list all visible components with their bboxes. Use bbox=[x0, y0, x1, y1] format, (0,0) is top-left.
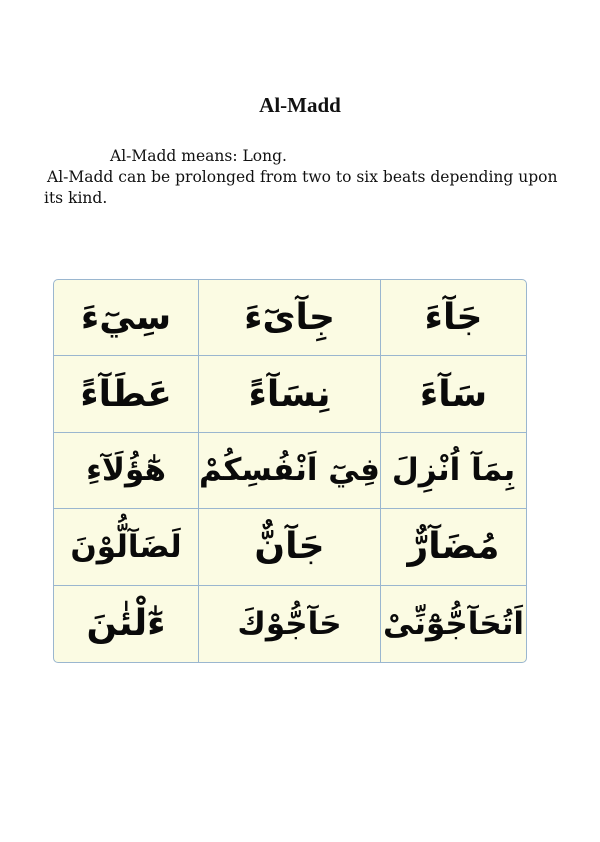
table-cell: جَآنٌّ bbox=[199, 509, 381, 585]
table-cell: مُضَآرٌّ bbox=[381, 509, 526, 585]
table-cell: سَآءَ bbox=[381, 356, 526, 432]
table-cell: ءٰٓلْئٰنَ bbox=[54, 586, 199, 662]
table-cell: فِيٓ اَنْفُسِكُمْ bbox=[199, 433, 381, 509]
intro-text bbox=[44, 146, 564, 209]
table-cell: حَآجُّوْكَ bbox=[199, 586, 381, 662]
table-cell: نِسَآءً bbox=[199, 356, 381, 432]
table-cell: جَآءَ bbox=[381, 280, 526, 356]
intro-line-definition: Al-Madd means: Long. bbox=[110, 147, 287, 165]
table-cell: بِمَآ اُنْزِلَ bbox=[381, 433, 526, 509]
table-cell: عَطَآءً bbox=[54, 356, 199, 432]
madd-examples-table bbox=[53, 279, 527, 663]
intro-line-description: Al-Madd can be prolonged from two to six beats depending upon its kind. bbox=[44, 168, 558, 207]
table-cell: جِآىٓءَ bbox=[199, 280, 381, 356]
table-cell: سِيٓءَ bbox=[54, 280, 199, 356]
table-cell: هٰٓؤُلَآءِ bbox=[54, 433, 199, 509]
table-cell: اَتُحَآجُّوْٓنِّىْ bbox=[382, 605, 524, 642]
page-title: Al-Madd bbox=[259, 93, 341, 117]
table-cell: لَضَآلُّوْنَ bbox=[54, 509, 199, 585]
